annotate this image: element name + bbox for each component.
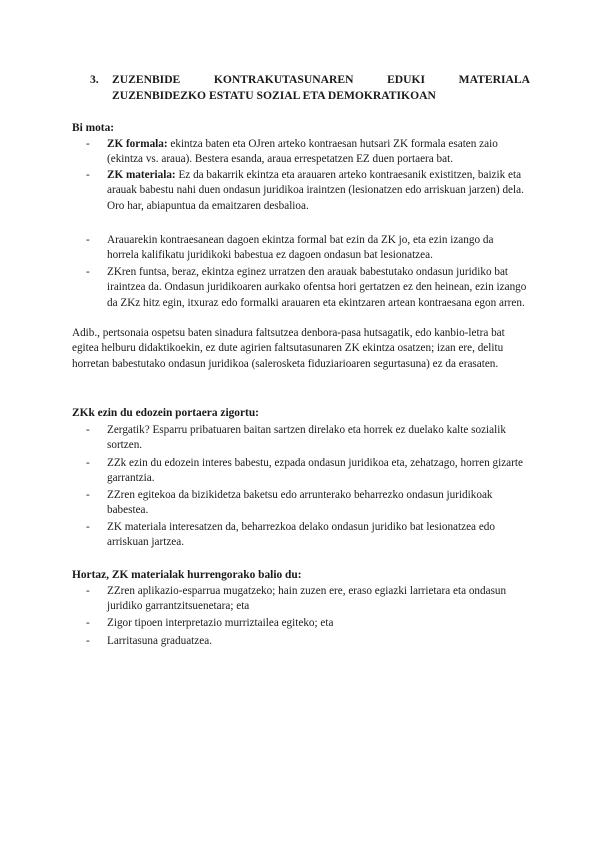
heading-word: KONTRAKUTASUNAREN <box>213 73 354 86</box>
heading-line-1 <box>112 72 530 87</box>
list-item-text: ZK materiala interesatzen da, beharrezkoa delako ondasun juridiko bat lesionatzea edo arriskuan jartzea. <box>107 521 495 549</box>
example-paragraph: Adib., pertsonaia ospetsu baten sinadura faltsutzea denbora-pasa hutsagatik, edo kanbio-letra bat egitea helburu didaktikoekin, ez dute agirien faltsutasunaren ZK ekintza osatzen; izan ere, delitu horretan babestutako ondasun juridikoa (salerosketa fiduziarioaren segurtasuna) ez da erasaten. <box>72 327 505 370</box>
list-item-text: ZKren funtsa, beraz, ekintza eginez urratzen den arauak babestutako ondasun juridiko bat iraintzea da. Ondasun juridikoaren aurkako ofentsa hori gertatzen ez den heinean, ezin izango da ZKz hitz egin, itxuraz edo formalki arauaren eta ekintzaren artean kontraesana egon arren. <box>107 266 527 309</box>
list-item-text: Larritasuna graduatzea. <box>107 635 212 647</box>
bullet-dash: - <box>86 457 90 469</box>
heading-word: EDUKI <box>387 73 426 86</box>
list-item-text: Zigor tipoen interpretazio murriztailea egiteko; eta <box>107 617 334 629</box>
list-item-text <box>107 137 527 168</box>
bullet-dash: - <box>86 266 90 278</box>
bullet-dash: - <box>86 489 90 501</box>
section-title-hortaz: Hortaz, ZK materialak hurrengorako balio du: <box>72 569 302 581</box>
heading-word: MATERIALA <box>458 73 530 86</box>
term-label: ZK materiala: <box>107 169 176 181</box>
heading-word: ZUZENBIDE <box>112 73 181 86</box>
bullet-dash: - <box>86 585 90 597</box>
term-definition: Ez da bakarrik ekintza eta arauaren arteko kontraesanik existitzen, baizik eta arauak babestu nahi duen ondasun juridikoa iraintzen (lesionatzen edo arriskuan jarzen) dela. Oro har, abiapuntua da emaitzaren desbalioa. <box>107 169 524 212</box>
list-item-text: ZZren egitekoa da bizikidetza baketsu edo arrunterako beharrezko ondasun juridikoak babestea. <box>107 489 493 517</box>
bullet-dash: - <box>86 138 90 150</box>
section-title-bi-mota: Bi mota: <box>72 122 115 134</box>
heading-line-2: ZUZENBIDEZKO ESTATU SOZIAL ETA DEMOKRATIKOAN <box>112 89 436 102</box>
term-definition: ekintza baten eta OJren arteko kontraesan hutsari ZK formala esaten zaio (ekintza vs. araua). Bestera esanda, araua errespetatzen EZ duen portaera bat. <box>107 138 498 166</box>
list-item-text: Zergatik? Esparru pribatuaren baitan sartzen direlako eta horrek ez duelako kalte sozialik sortzen. <box>107 424 506 452</box>
list-item-text: Arauarekin kontraesanean dagoen ekintza formal bat ezin da ZK jo, eta ezin izango da horrela kalifikatu juridikoki babestua ez dagoen ondasun bat lesionatzea. <box>107 234 494 262</box>
list-item-text: ZZren aplikazio-esparrua mugatzeko; hain zuzen ere, eraso egiazki larrietara eta ondasun juridiko garrantzitsuenetara; eta <box>107 585 507 613</box>
bullet-dash: - <box>86 635 90 647</box>
list-item-text <box>107 168 527 214</box>
bullet-dash: - <box>86 169 90 181</box>
list-item-text: ZZk ezin du edozein interes babestu, ezpada ondasun juridikoa eta, zehatzago, horren gizarte garrantzia. <box>107 457 523 485</box>
section-title-zk-portaera: ZKk ezin du edozein portaera zigortu: <box>72 407 259 419</box>
bullet-dash: - <box>86 234 90 246</box>
bullet-dash: - <box>86 424 90 436</box>
term-label: ZK formala: <box>107 138 168 150</box>
bullet-dash: - <box>86 521 90 533</box>
heading-number: 3. <box>90 73 99 86</box>
bullet-dash: - <box>86 617 90 629</box>
